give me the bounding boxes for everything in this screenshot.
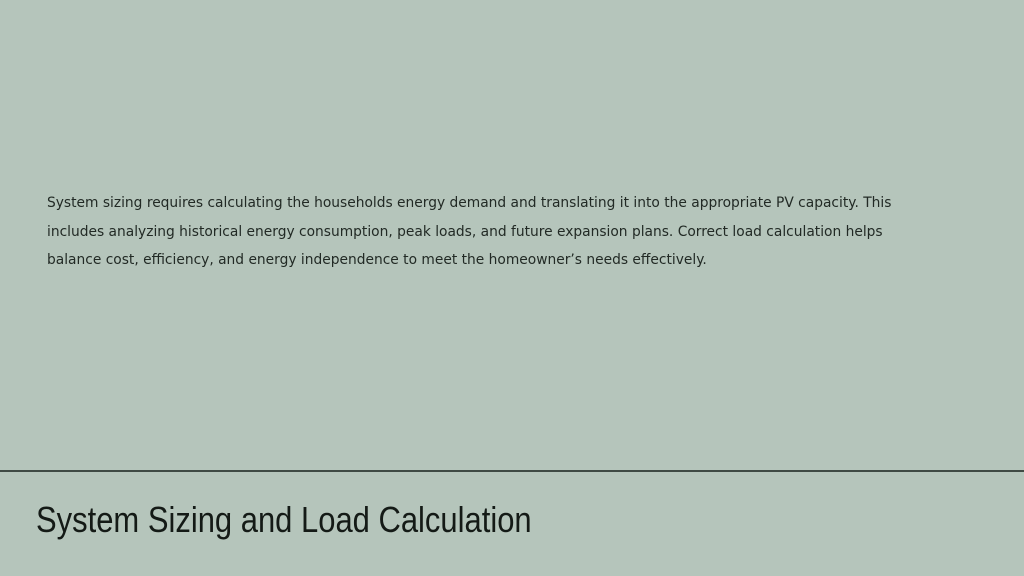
title-divider — [0, 470, 1024, 472]
body-paragraph: System sizing requires calculating the households energy demand and translating it into the appropriate PV capacity. This includes analyzing historical energy consumption, peak loads, and future expansion plans. Correct load calculation helps balance cost, efficiency, and energy independence to meet the homeowner’s needs effectively. — [47, 195, 892, 269]
slide-title: System Sizing and Load Calculation — [36, 499, 532, 540]
